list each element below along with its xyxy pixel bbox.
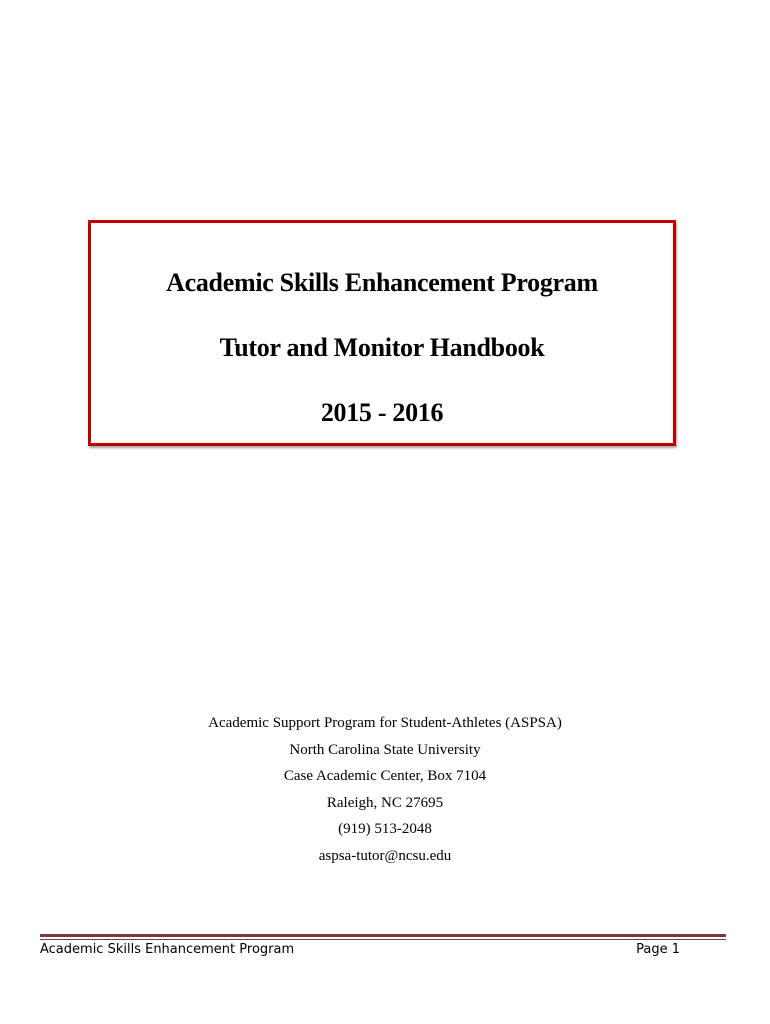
contact-university: North Carolina State University	[289, 741, 481, 758]
contact-block	[0, 710, 770, 869]
page-number: Page 1	[636, 942, 680, 957]
contact-email: aspsa-tutor@ncsu.edu	[318, 847, 452, 864]
footer-divider	[40, 934, 726, 937]
contact-address: Case Academic Center, Box 7104	[283, 768, 487, 784]
contact-city: Raleigh, NC 27695	[326, 794, 444, 811]
academic-year: 2015 - 2016	[320, 398, 444, 427]
document-subtitle: Tutor and Monitor Handbook	[219, 333, 545, 362]
footer-divider-thin	[40, 939, 726, 940]
footer-title: Academic Skills Enhancement Program	[40, 942, 295, 957]
contact-organization: Academic Support Program for Student-Athletes (ASPSA)	[208, 715, 562, 731]
title-box	[88, 220, 676, 446]
document-title: Academic Skills Enhancement Program	[166, 268, 598, 297]
contact-phone: (919) 513-2048	[338, 821, 432, 837]
